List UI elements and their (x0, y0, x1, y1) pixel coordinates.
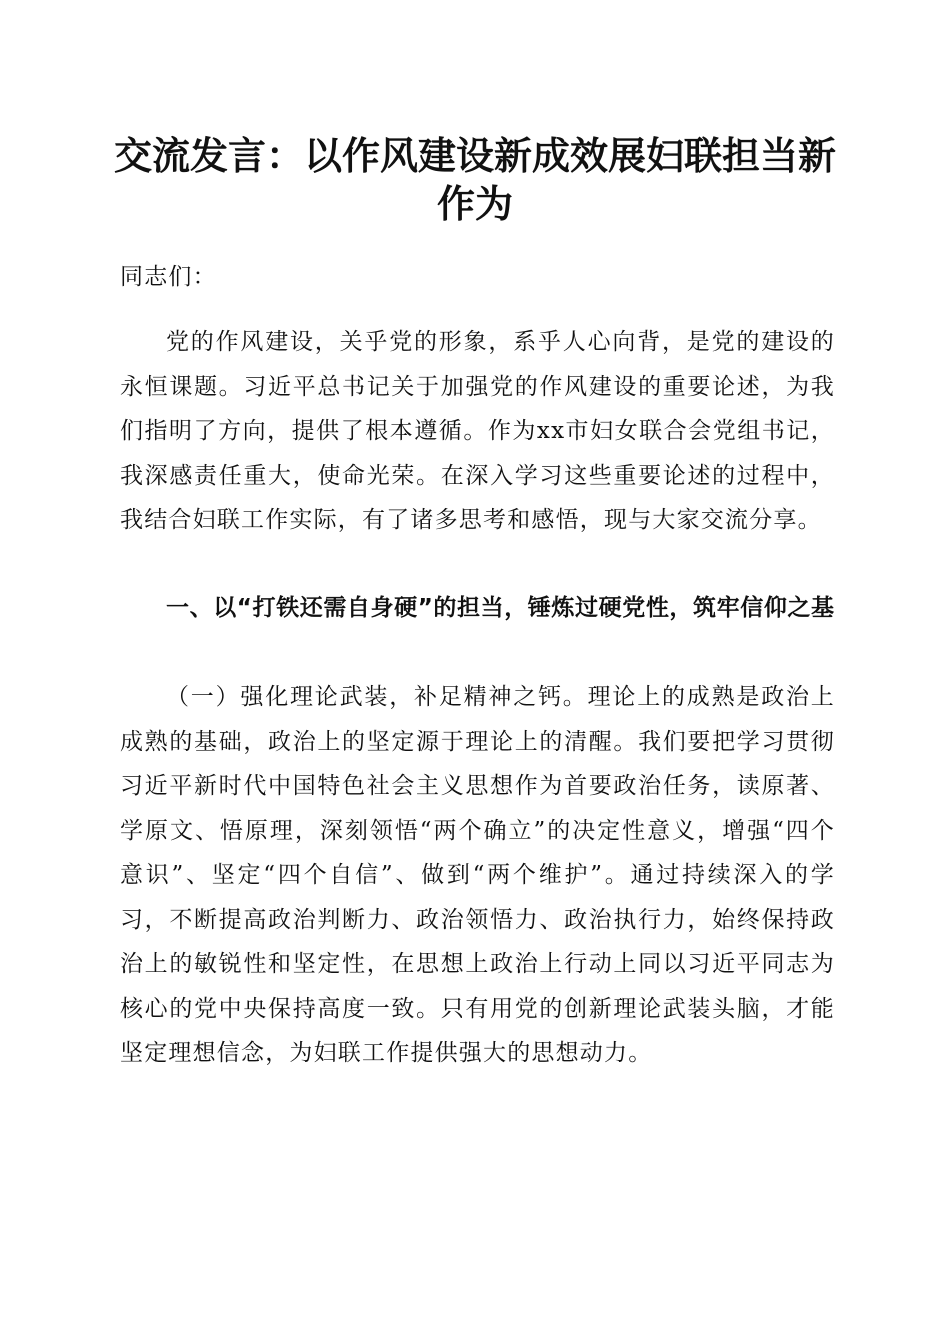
section-heading-1: 一、以“打铁还需自身硬”的担当，锤炼过硬党性，筑牢信仰之基 (166, 595, 835, 621)
document-title: 交流发言：以作风建设新成效展妇联担当新作为 (113, 133, 836, 226)
intro-paragraph: 党的作风建设，关乎党的形象，系乎人心向背，是党的建设的永恒课题。习近平总书记关于加强党的作风建设的重要论述，为我们指明了方向，提供了根本遵循。作为xx市妇女联合会党组书记，我深感责任重大，使命光荣。在深入学习这些重要论述的过程中，我结合妇联工作实际，有了诸多思考和感悟，现与大家交流分享。 (120, 329, 835, 533)
subsection-paragraph-1: （一）强化理论武装，补足精神之钙。理论上的成熟是政治上成熟的基础，政治上的坚定源于理论上的清醒。我们要把学习贯彻习近平新时代中国特色社会主义思想作为首要政治任务，读原著、学原文、悟原理，深刻领悟“两个确立”的决定性意义，增强“四个意识”、坚定“四个自信”、做到“两个维护”。通过持续深入的学习，不断提高政治判断力、政治领悟力、政治执行力，始终保持政治上的敏锐性和坚定性，在思想上政治上行动上同以习近平同志为核心的党中央保持高度一致。只有用党的创新理论武装头脑，才能坚定理想信念，为妇联工作提供强大的思想动力。 (120, 684, 835, 1066)
salutation: 同志们： (120, 264, 217, 290)
